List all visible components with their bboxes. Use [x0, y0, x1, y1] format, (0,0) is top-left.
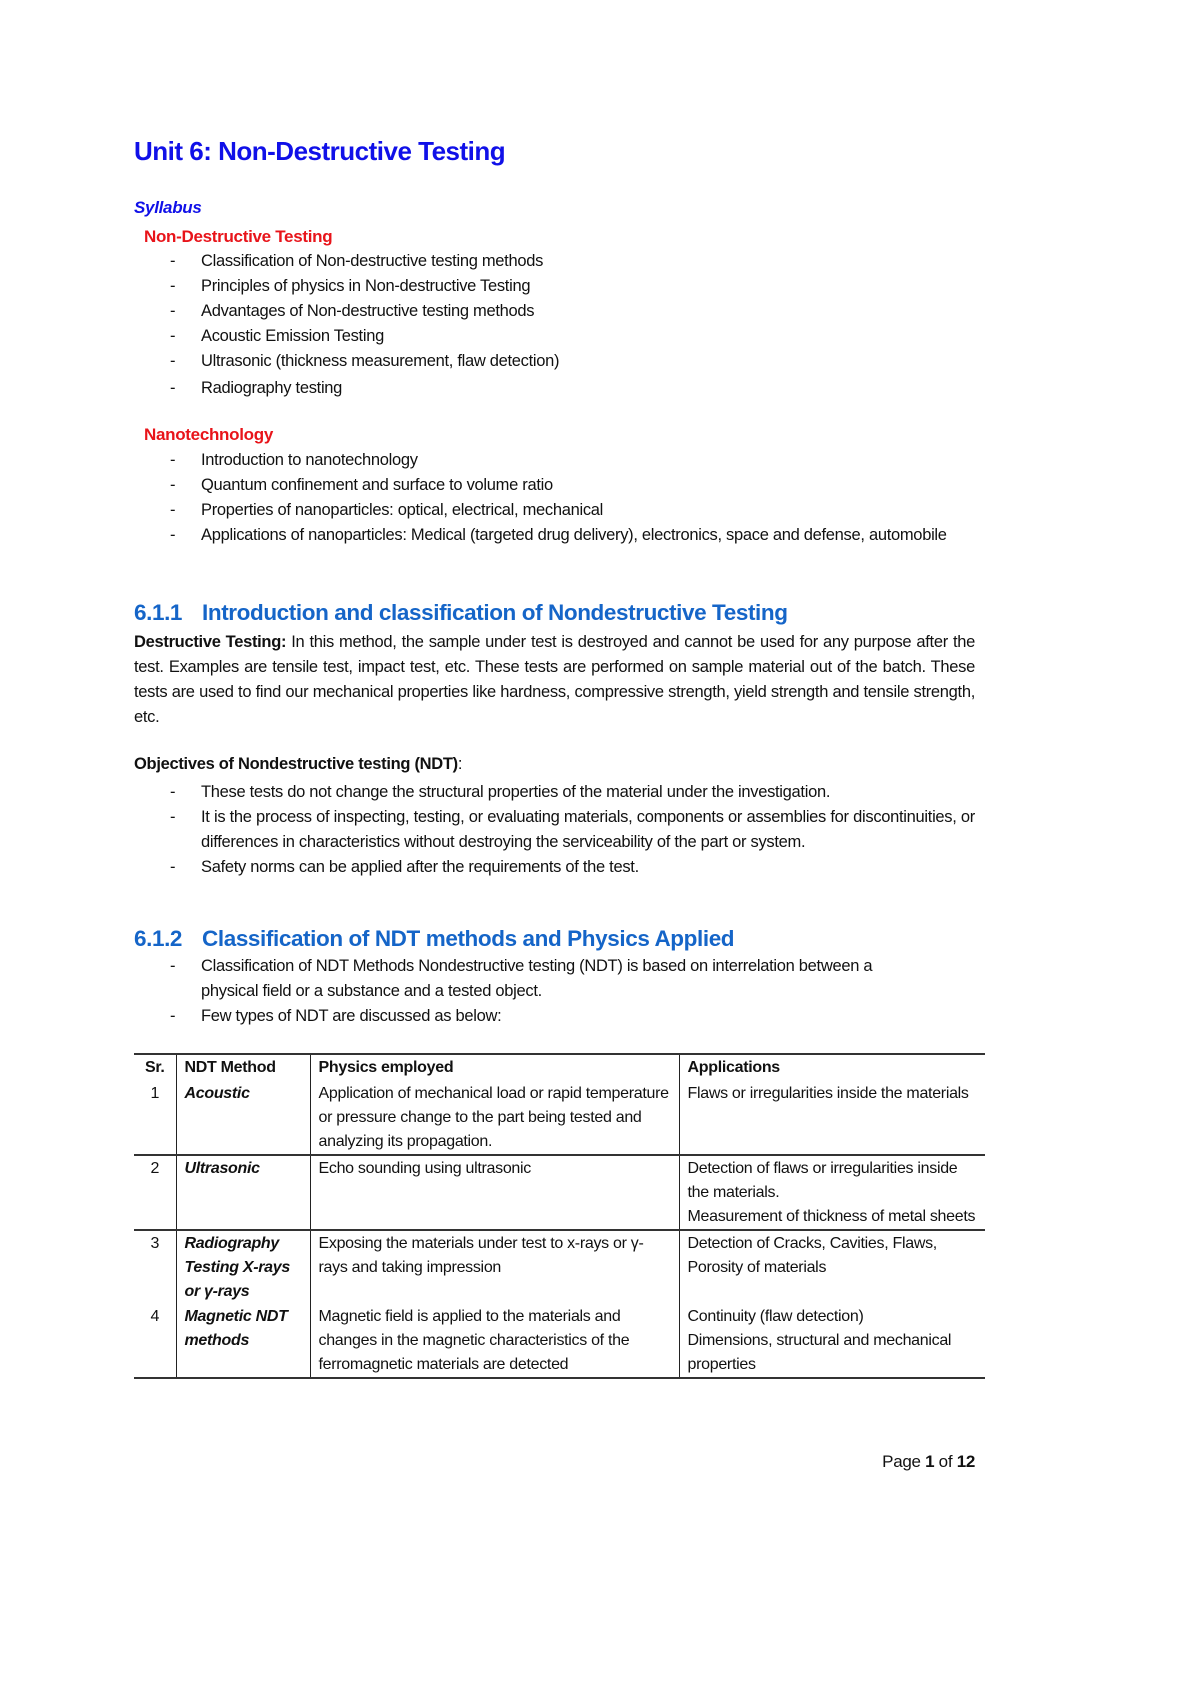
list-item: - Introduction to nanotechnology: [170, 451, 418, 469]
list-item: - Advantages of Non-destructive testing methods: [170, 302, 535, 320]
list-item: - Applications of nanoparticles: Medical (targeted drug delivery), electronics, space and defense, automobile: [170, 526, 947, 544]
classification-list: [170, 954, 910, 1029]
header-applications: Applications: [679, 1054, 985, 1081]
ndt-heading: Non-Destructive Testing: [144, 227, 333, 246]
cell-physics: Magnetic field is applied to the materials and changes in the magnetic characteristics of the ferromagnetic materials are detected: [310, 1304, 679, 1378]
list-item: - Safety norms can be applied after the requirements of the test.: [170, 858, 639, 876]
cell-sr: 2: [134, 1155, 176, 1230]
list-item: - Ultrasonic (thickness measurement, flaw detection): [170, 352, 560, 370]
list-item: - Acoustic Emission Testing: [170, 327, 384, 345]
objectives-heading: Objectives of Nondestructive testing (NDT):: [134, 755, 463, 773]
ndt-syllabus-list: [170, 249, 975, 401]
cell-applications: Flaws or irregularities inside the materials: [679, 1081, 985, 1155]
cell-applications: Detection of Cracks, Cavities, Flaws, Porosity of materials: [679, 1230, 985, 1304]
cell-method: Radiography Testing X-rays or γ-rays: [176, 1230, 310, 1304]
cell-physics: Application of mechanical load or rapid temperature or pressure change to the part being tested and analyzing its propagation.: [310, 1081, 679, 1155]
cell-applications: Detection of flaws or irregularities inside the materials. Measurement of thickness of metal sheets: [679, 1155, 985, 1230]
table-header-row: [134, 1054, 985, 1081]
objectives-list: [170, 780, 975, 880]
cell-method: Acoustic: [176, 1081, 310, 1155]
page-title: Unit 6: Non-Destructive Testing: [134, 136, 506, 166]
list-item: - Properties of nanoparticles: optical, electrical, mechanical: [170, 501, 604, 519]
section-6-1-2-heading: 6.1.2 Classification of NDT methods and Physics Applied: [134, 926, 735, 951]
header-sr: Sr.: [134, 1054, 176, 1081]
list-item: - Principles of physics in Non-destructive Testing: [170, 277, 531, 295]
nano-syllabus-list: [170, 448, 975, 548]
destructive-testing-paragraph: Destructive Testing: In this method, the sample under test is destroyed and cannot be used for any purpose after the test. Examples are tensile test, impact test, etc. These tests are performed on sample material out of the batch. These tests are used to find our mechanical properties like hardness, compressive strength, yield strength and tensile strength, etc.: [134, 633, 975, 726]
cell-sr: 1: [134, 1081, 176, 1155]
header-method: NDT Method: [176, 1054, 310, 1081]
table-row: [134, 1155, 985, 1230]
list-item: - Few types of NDT are discussed as below:: [170, 1007, 502, 1025]
list-item: - Classification of Non-destructive testing methods: [170, 252, 544, 270]
list-item: - Radiography testing: [170, 379, 343, 397]
syllabus-label: Syllabus: [134, 198, 202, 217]
section-6-1-1-heading: 6.1.1 Introduction and classification of Nondestructive Testing: [134, 600, 788, 625]
table-row: [134, 1304, 985, 1378]
list-item: - These tests do not change the structural properties of the material under the investigation.: [170, 783, 831, 801]
table-row: [134, 1230, 985, 1304]
ndt-methods-table: [134, 1053, 985, 1379]
cell-method: Magnetic NDT methods: [176, 1304, 310, 1378]
cell-physics: Echo sounding using ultrasonic: [310, 1155, 679, 1230]
page-number: Page 1 of 12: [882, 1452, 975, 1471]
cell-method: Ultrasonic: [176, 1155, 310, 1230]
list-item: - Quantum confinement and surface to volume ratio: [170, 476, 553, 494]
list-item: - Classification of NDT Methods Nondestructive testing (NDT) is based on interrelation between a physical field or a substance and a tested object.: [170, 957, 873, 1000]
nano-heading: Nanotechnology: [144, 425, 273, 444]
cell-applications: Continuity (flaw detection) Dimensions, structural and mechanical properties: [679, 1304, 985, 1378]
table-row: [134, 1081, 985, 1155]
cell-physics: Exposing the materials under test to x-rays or γ-rays and taking impression: [310, 1230, 679, 1304]
cell-sr: 3: [150, 1235, 160, 1252]
list-item: - It is the process of inspecting, testing, or evaluating materials, components or assemblies for discontinuities, or differences in characteristics without destroying the serviceability of the part or system.: [170, 808, 975, 851]
cell-sr: 4: [134, 1304, 176, 1378]
header-physics: Physics employed: [310, 1054, 679, 1081]
